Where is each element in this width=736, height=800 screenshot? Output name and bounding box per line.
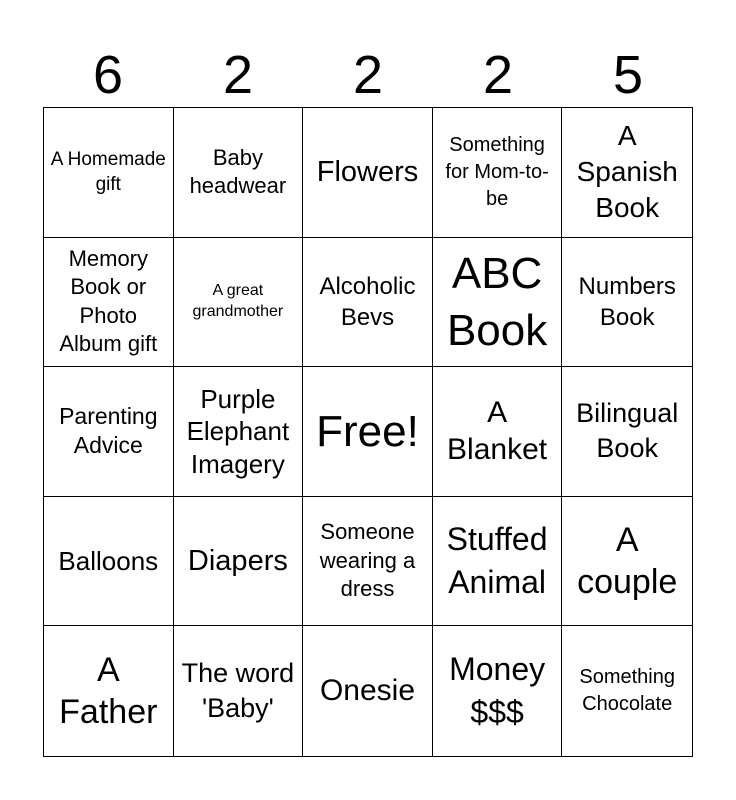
cell-label: Purple Elephant Imagery: [186, 383, 290, 479]
cell-label: A great grandmother: [192, 282, 284, 320]
bingo-cell[interactable]: [303, 497, 433, 627]
header-number: 6: [92, 45, 124, 105]
bingo-cell[interactable]: [44, 238, 174, 368]
cell-label: Money $$$: [449, 651, 546, 731]
cell-label: ABC Book: [446, 248, 548, 355]
header-number: 5: [612, 45, 644, 105]
bingo-cell[interactable]: [433, 497, 563, 627]
cell-label: Baby headwear: [189, 144, 287, 199]
cell-label: Onesie: [319, 674, 416, 708]
bingo-cell[interactable]: [44, 367, 174, 497]
cell-label: A Homemade gift: [50, 148, 166, 196]
free-space-label: Free!: [316, 406, 419, 456]
bingo-cell[interactable]: [433, 626, 563, 756]
cell-label: Balloons: [58, 545, 159, 576]
cell-label: Parenting Advice: [59, 402, 158, 459]
header-number: 2: [222, 45, 254, 105]
bingo-cell[interactable]: [44, 497, 174, 627]
bingo-cell[interactable]: [174, 367, 304, 497]
cell-label: Something Chocolate: [579, 666, 675, 716]
bingo-cell[interactable]: [44, 626, 174, 756]
bingo-cell[interactable]: [562, 108, 692, 238]
cell-label: Stuffed Animal: [446, 520, 548, 601]
cell-label: Memory Book or Photo Album gift: [59, 245, 158, 357]
bingo-cell[interactable]: [433, 367, 563, 497]
bingo-cell[interactable]: [562, 238, 692, 368]
bingo-cell[interactable]: [303, 108, 433, 238]
cell-label: Someone wearing a dress: [319, 519, 416, 602]
cell-label: Alcoholic Bevs: [319, 272, 416, 331]
bingo-cell[interactable]: [44, 108, 174, 238]
bingo-cell[interactable]: [174, 626, 304, 756]
bingo-cell[interactable]: [303, 238, 433, 368]
cell-label: A Father: [59, 650, 158, 732]
header-number: 2: [482, 45, 514, 105]
cell-label: Bilingual Book: [576, 398, 679, 464]
header-number: 2: [352, 45, 384, 105]
cell-label: A Spanish Book: [576, 119, 678, 224]
cell-label: A couple: [577, 520, 678, 602]
bingo-board: [43, 107, 693, 757]
cell-label: Diapers: [187, 544, 288, 577]
cell-label: Something for Mom-to-be: [445, 133, 549, 210]
free-space-cell[interactable]: [303, 367, 433, 497]
cell-label: A Blanket: [447, 395, 548, 467]
bingo-cell[interactable]: [303, 626, 433, 756]
bingo-cell[interactable]: [174, 108, 304, 238]
bingo-cell[interactable]: [433, 108, 563, 238]
bingo-cell[interactable]: [174, 497, 304, 627]
cell-label: Numbers Book: [578, 272, 676, 331]
bingo-cell[interactable]: [433, 238, 563, 368]
bingo-cell[interactable]: [562, 497, 692, 627]
bingo-cell[interactable]: [562, 367, 692, 497]
bingo-cell[interactable]: [562, 626, 692, 756]
cell-label: Flowers: [316, 156, 419, 189]
bingo-header: [43, 44, 693, 106]
bingo-cell[interactable]: [174, 238, 304, 368]
cell-label: The word 'Baby': [181, 658, 295, 724]
